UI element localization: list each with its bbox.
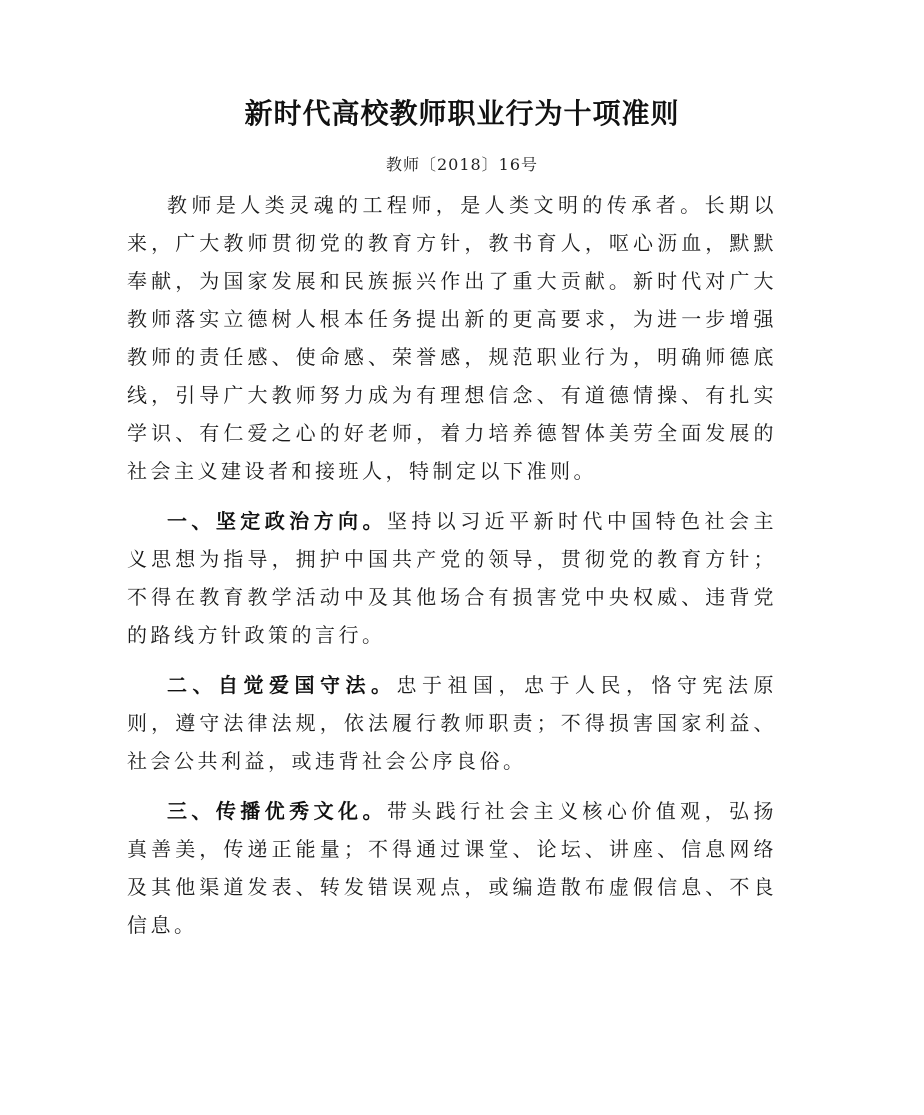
rule-item-2 [127,666,777,780]
document-title: 新时代高校教师职业行为十项准则 [244,97,680,130]
rule-heading-2: 二、自觉爱国守法。 [167,673,397,697]
rule-heading-1: 一、坚定政治方向。 [167,509,387,533]
document-number: 教师〔2018〕16号 [385,155,539,174]
rule-text-3: 带头践行社会主义核心价值观，弘扬真善美，传递正能量；不得通过课堂、论坛、讲座、信息网络及其他渠道发表、转发错误观点，或编造散布虚假信息、不良信息。 [127,799,777,937]
intro-paragraph: 教师是人类灵魂的工程师，是人类文明的传承者。长期以来，广大教师贯彻党的教育方针，教书育人，呕心沥血，默默奉献，为国家发展和民族振兴作出了重大贡献。新时代对广大教师落实立德树人根本任务提出新的更高要求，为进一步增强教师的责任感、使命感、荣誉感，规范职业行为，明确师德底线，引导广大教师努力成为有理想信念、有道德情操、有扎实学识、有仁爱之心的好老师，着力培养德智体美劳全面发展的社会主义建设者和接班人，特制定以下准则。 [127,193,777,483]
rule-text-2: 忠于祖国，忠于人民，恪守宪法原则，遵守法律法规，依法履行教师职责；不得损害国家利益、社会公共利益，或违背社会公序良俗。 [127,673,777,773]
rule-text-1: 坚持以习近平新时代中国特色社会主义思想为指导，拥护中国共产党的领导，贯彻党的教育方针；不得在教育教学活动中及其他场合有损害党中央权威、违背党的路线方针政策的言行。 [127,509,777,647]
rule-item-3 [127,792,777,944]
document-body [127,186,777,944]
rule-item-1 [127,502,777,654]
rule-heading-3: 三、传播优秀文化。 [167,799,387,823]
